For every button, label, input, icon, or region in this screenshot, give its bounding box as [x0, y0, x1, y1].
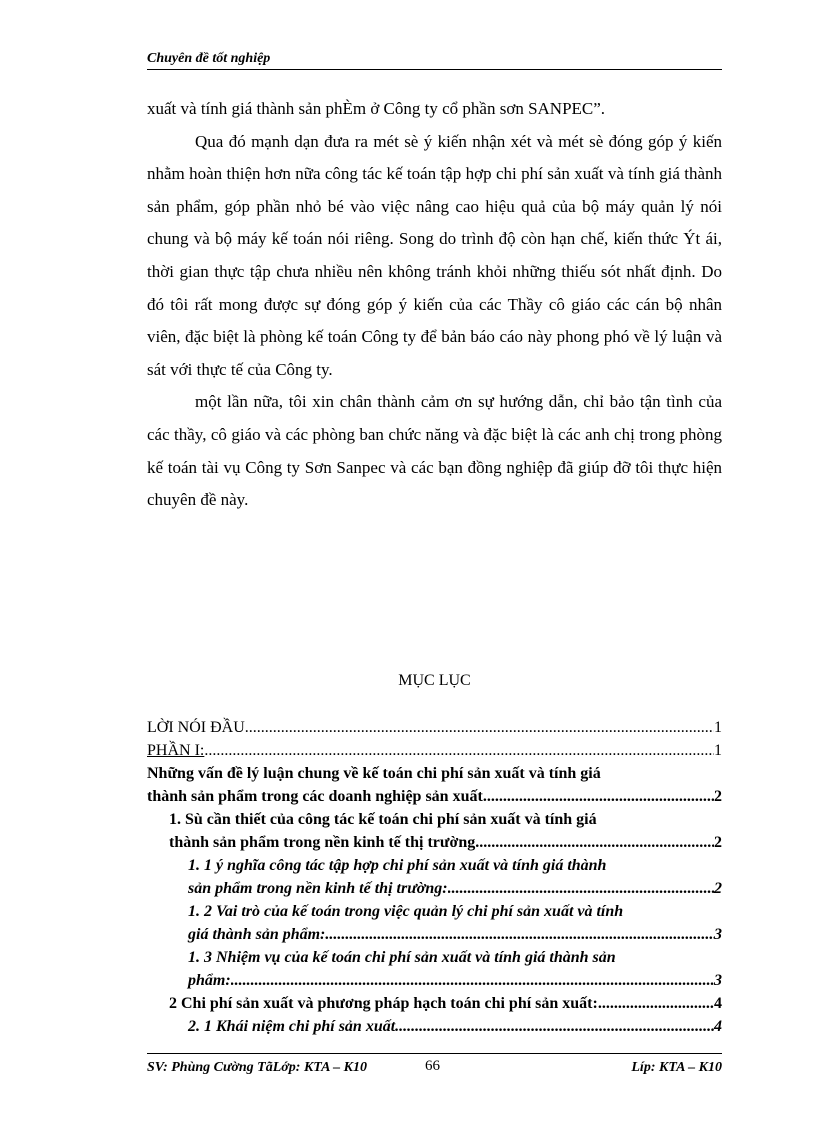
toc-page-number: 2 [714, 834, 722, 851]
toc-entry-line2: sản phẩm trong nền kinh tế thị trường: [188, 880, 448, 897]
paragraph-2: Qua đó mạnh dạn đưa ra mét sè ý kiến nhận xét và mét sè đóng góp ý kiến nhằm hoàn thiện hơn nữa công tác kế toán tập hợp chi phí sản xuất và tính giá thành sản phẩm, góp phần nhỏ bé vào việc nâng cao hiệu quả của bộ máy quản lý nói chung và bộ máy kế toán nói riêng. Song do trình độ còn hạn chế, kiến thức Ýt ái, thời gian thực tập chưa nhiều nên không tránh khỏi những thiếu sót nhất định. Do đó tôi rất mong được sự đóng góp ý kiến của các Thầy cô giáo các cán bộ nhân viên, đặc biệt là phòng kế toán Công ty để bản báo cáo này phong phó về lý luận và sát với thực tế của Công ty. [147, 131, 722, 379]
toc-entry-text: PHẦN I: [147, 742, 205, 759]
toc-entry-line1: 1. 2 Vai trò của kế toán trong việc quản lý chi phí sản xuất và tính [188, 903, 624, 920]
toc-leader-dots [231, 969, 714, 992]
toc-page-number: 4 [714, 995, 722, 1012]
toc-entry-line2: thành sản phẩm trong nền kinh tế thị trường. [169, 834, 480, 851]
page-header [147, 51, 722, 70]
toc-leader-dots [483, 785, 714, 808]
toc-entry-section-1-3[interactable] [147, 946, 722, 992]
toc-leader-dots [395, 1015, 714, 1038]
toc-page-number: 2 [714, 788, 722, 805]
toc-page-number: 1 [714, 742, 722, 759]
toc-entry-line1: 1. 3 Nhiệm vụ của kế toán chi phí sản xuất và tính giá thành sản [188, 949, 616, 966]
toc-entry-section-1-2[interactable] [147, 900, 722, 946]
toc-leader-dots [325, 923, 714, 946]
toc-leader-dots [598, 992, 714, 1015]
toc-entry-phan-1[interactable] [147, 739, 722, 762]
toc-entry-line2: thành sản phẩm trong các doanh nghiệp sản xuất [147, 788, 483, 805]
footer-author: SV: Phùng Cường TãLớp: KTA – K10 [147, 1060, 367, 1075]
toc-entry-chapter-intro[interactable] [147, 762, 722, 808]
toc-page-number: 3 [714, 972, 722, 989]
footer-page-number: 66 [425, 1058, 440, 1074]
toc-entry-text: 2 Chi phí sản xuất và phương pháp hạch toán chi phí sản xuất: [169, 995, 598, 1012]
header-title: Chuyên đề tốt nghiệp [147, 51, 271, 66]
table-of-contents [147, 716, 722, 1038]
toc-entry-text: 2. 1 Khái niệm chi phí sản xuất [188, 1018, 396, 1035]
toc-entry-line2: phẩm: [188, 972, 231, 989]
toc-leader-dots [204, 739, 714, 762]
toc-leader-dots [448, 877, 714, 900]
toc-entry-line1: 1. 1 ý nghĩa công tác tập hợp chi phí sản xuất và tính giá thành [188, 857, 607, 874]
toc-entry-loi-noi-dau[interactable] [147, 716, 722, 739]
toc-entry-section-2-1[interactable] [147, 1015, 722, 1038]
toc-page-number: 2 [714, 880, 722, 897]
toc-leader-dots [245, 716, 714, 739]
toc-entry-section-1[interactable] [147, 808, 722, 854]
toc-page-number: 3 [714, 926, 722, 943]
body-text [147, 93, 722, 517]
toc-page-number: 4 [714, 1018, 722, 1035]
page-footer [147, 1053, 722, 1078]
toc-title: MỤC LỤC [398, 672, 471, 689]
toc-page-number: 1 [714, 719, 722, 736]
footer-class: Líp: KTA – K10 [631, 1060, 722, 1075]
paragraph-3: một lần nữa, tôi xin chân thành cảm ơn sự hướng dẫn, chỉ bảo tận tình của các thầy, cô giáo và các phòng ban chức năng và đặc biệt là các anh chị trong phòng kế toán tài vụ Công ty Sơn Sanpec và các bạn đồng nghiệp đã giúp đỡ tôi thực hiện chuyên đề này. [147, 392, 722, 510]
toc-entry-line1: Những vấn đề lý luận chung về kế toán chi phí sản xuất và tính giá [147, 765, 601, 782]
toc-entry-section-1-1[interactable] [147, 854, 722, 900]
toc-entry-text: LỜI NÓI ĐẦU [147, 719, 245, 736]
toc-leader-dots [479, 831, 714, 854]
toc-entry-line2: giá thành sản phẩm: [188, 926, 326, 943]
toc-entry-section-2[interactable] [147, 992, 722, 1015]
paragraph-1: xuất và tính giá thành sản phÈm ở Công ty cổ phần sơn SANPEC”. [147, 99, 606, 118]
toc-entry-line1: 1. Sù cần thiết của công tác kế toán chi phí sản xuất và tính giá [169, 811, 597, 828]
